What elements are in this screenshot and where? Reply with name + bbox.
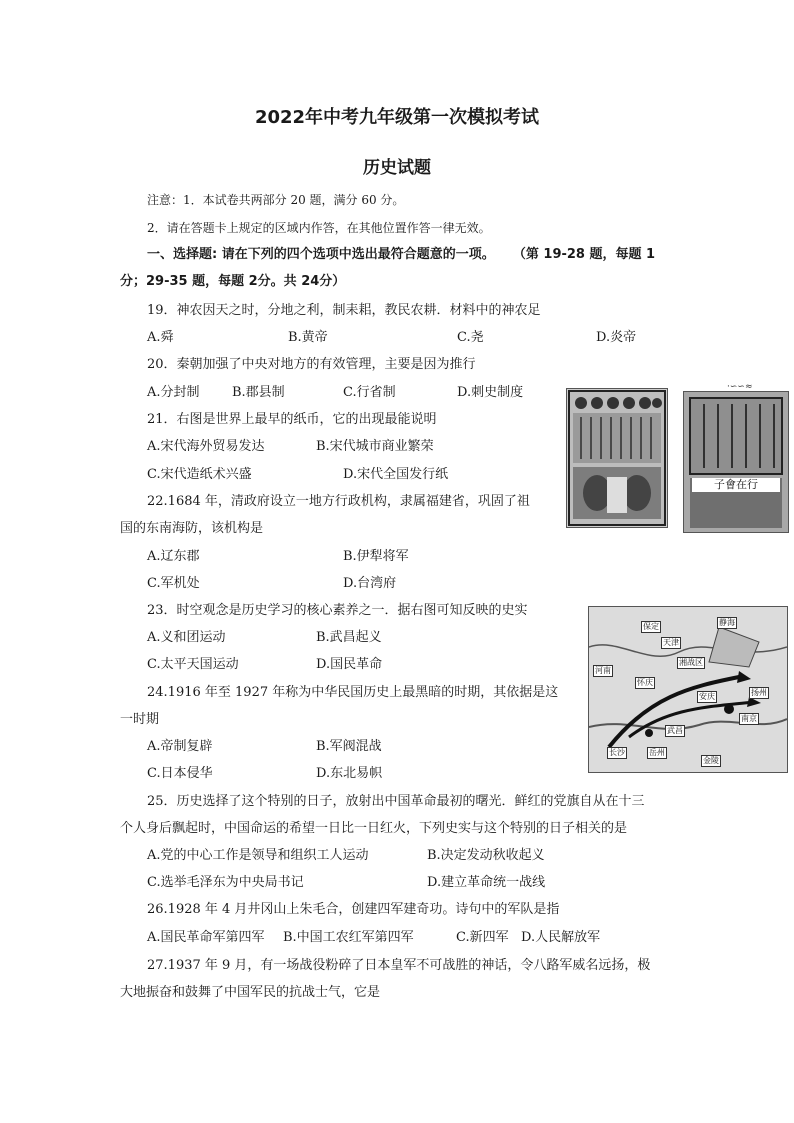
q19-option-a: A.舜: [147, 330, 174, 345]
q20-stem: 20．秦朝加强了中央对地方的有效管理，主要是因为推行: [147, 357, 476, 372]
q21-option-b: B.宋代城市商业繁荣: [316, 439, 434, 454]
q19-stem: 19．神农因天之时，分地之利，制耒耜，教民农耕．材料中的神农足: [147, 303, 541, 318]
exam-subtitle: 历史试题: [363, 158, 431, 178]
q20-option-a: A.分封制: [147, 385, 200, 400]
q24-stem-line2: 一时期: [120, 712, 160, 727]
q23-stem: 23．时空观念是历史学习的核心素养之一．据右图可知反映的史实: [147, 603, 528, 618]
q23-option-d: D.国民革命: [316, 657, 383, 672]
q25-stem-line2: 个人身后飘起时，中国命运的希望一日比一日红火，下列史实与这个特别的日子相关的是: [120, 821, 628, 836]
q21-option-c: C.宋代造纸术兴盛: [147, 467, 252, 482]
q25-stem-line1: 25．历史选择了这个特别的日子，放射出中国革命最初的曙光．鲜红的党旗自从在十三: [147, 794, 645, 809]
plate-top-mark: ·∽∽≈: [727, 382, 753, 392]
exam-title: 2022年中考九年级第一次模拟考试: [254, 107, 540, 128]
q26-option-a: A.国民革命军第四军: [147, 930, 265, 945]
q22-stem-line1: 22.1684 年，清政府设立一地方行政机构，隶属福建省，巩固了祖: [147, 494, 530, 509]
map-label-changsha: 长沙: [609, 748, 625, 757]
q24-option-d: D.东北易帜: [316, 766, 383, 781]
q19-option-c: C.尧: [457, 330, 484, 345]
q24-option-a: A.帝制复辟: [147, 739, 213, 754]
jiaozi-banknote-image: [566, 388, 668, 528]
note-2: 2．请在答题卡上规定的区域内作答，在其他位置作答一律无效。: [147, 221, 491, 235]
q22-option-a: A.辽东郡: [147, 549, 200, 564]
q27-stem-line2: 大地振奋和鼓舞了中国军民的抗战士气，它是: [120, 985, 381, 1000]
q27-stem-line1: 27.1937 年 9 月，有一场战役粉碎了日本皇军不可战胜的神话，令八路军威名远扬，极: [147, 958, 651, 973]
q23-option-a: A.义和团运动: [147, 630, 226, 645]
q23-option-b: B.武昌起义: [316, 630, 382, 645]
q19-option-d: D.炎帝: [596, 330, 637, 345]
q21-option-d: D.宋代全国发行纸: [343, 467, 449, 482]
q24-option-c: C.日本侵华: [147, 766, 213, 781]
section-heading-line1: [147, 246, 655, 264]
map-label-zone: 湘战区: [679, 658, 703, 667]
q25-option-c: C.选举毛泽东为中央局书记: [147, 875, 304, 890]
q22-option-b: B.伊犁将军: [343, 549, 409, 564]
map-label-haining: 静海: [719, 618, 735, 627]
map-label-jinghai: 保定: [643, 622, 659, 631]
section-heading: 一、选择题: 请在下列的四个选项中选出最符合题意的一项。: [147, 247, 495, 262]
q26-option-c: C.新四军: [456, 930, 509, 945]
note-1: 注意：1．本试卷共两部分 20 题，满分 60 分。: [147, 193, 405, 207]
q20-option-d: D.刺史制度: [457, 385, 524, 400]
q24-stem-line1: 24.1916 年至 1927 年称为中华民国历史上最黑暗的时期，其依据是这: [147, 685, 559, 700]
q22-stem-line2: 国的东南海防，该机构是: [120, 521, 264, 536]
plate-caption: 子會在行: [692, 478, 780, 492]
q26-option-d: D.人民解放军: [521, 930, 601, 945]
banknote-plate-image: [683, 391, 789, 533]
map-label-tianjin: 天津: [663, 638, 679, 647]
section-heading-line2: 分；29-35 题，每题 2分。共 24分）: [120, 274, 346, 289]
q25-option-b: B.决定发动秋收起义: [427, 848, 545, 863]
map-label-yuezhou: 岳州: [649, 748, 665, 757]
map-label-yangzhou: 扬州: [751, 688, 767, 697]
taiping-map-image: [588, 606, 788, 773]
map-label-huaiqing: 怀庆: [637, 678, 653, 687]
q25-option-d: D.建立革命统一战线: [427, 875, 546, 890]
q25-option-a: A.党的中心工作是领导和组织工人运动: [147, 848, 369, 863]
q26-option-b: B.中国工农红军第四军: [283, 930, 414, 945]
map-label-jinling: 金陵: [703, 756, 719, 765]
map-label-wuchang: 武昌: [667, 726, 683, 735]
map-label-anqing: 安庆: [699, 692, 715, 701]
q22-option-c: C.军机处: [147, 576, 200, 591]
q24-option-b: B.军阀混战: [316, 739, 382, 754]
map-label-nanjing: 南京: [741, 714, 757, 723]
q22-option-d: D.台湾府: [343, 576, 397, 591]
q20-option-b: B.郡县制: [232, 385, 285, 400]
q20-option-c: C.行省制: [343, 385, 396, 400]
section-scoring: （第 19-28 题，每题 1: [512, 247, 656, 262]
map-label-henan: 河南: [595, 666, 611, 675]
q26-stem: 26.1928 年 4 月井冈山上朱毛合，创建四军建奇功。诗句中的军队是指: [147, 902, 560, 917]
q23-option-c: C.太平天国运动: [147, 657, 239, 672]
q21-option-a: A.宋代海外贸易发达: [147, 439, 265, 454]
q21-stem: 21．右图是世界上最早的纸币，它的出现最能说明: [147, 412, 437, 427]
q19-option-b: B.黄帝: [288, 330, 328, 345]
